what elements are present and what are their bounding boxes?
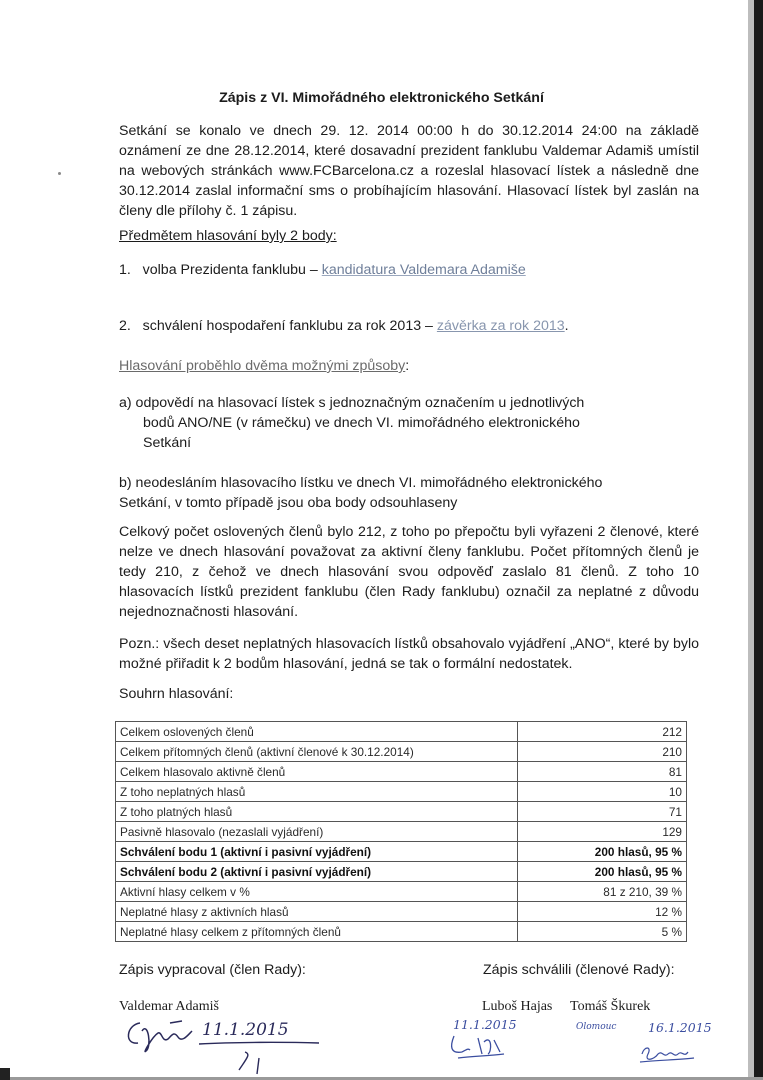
- summary-row: [116, 742, 687, 762]
- summary-row-label: Neplatné hlasy z aktivních hlasů: [116, 902, 518, 922]
- scan-speck: [58, 172, 61, 175]
- document-title: Zápis z VI. Mimořádného elektronického Setkání: [219, 90, 544, 106]
- voting-summary-table: [115, 721, 687, 942]
- approver-2-handwritten-place: Olomouc: [576, 1022, 617, 1032]
- summary-row-value: 212: [518, 722, 687, 742]
- scan-corner: [0, 1068, 10, 1080]
- summary-row-label: Schválení bodu 2 (aktivní i pasivní vyjádření): [116, 862, 518, 882]
- method-a-line: a) odpovědí na hlasovací lístek s jednoznačným označením u jednotlivých: [119, 395, 585, 411]
- method-b-line: Setkání, v tomto případě jsou oba body odsouhlaseny: [119, 495, 458, 511]
- approver-2-handwritten-date: 16.1.2015: [648, 1020, 712, 1035]
- summary-row: [116, 782, 687, 802]
- approver-1-handwritten-date: 11.1.2015: [453, 1017, 517, 1032]
- method-b: [119, 473, 699, 513]
- summary-row-value: 200 hlasů, 95 %: [518, 862, 687, 882]
- summary-row-value: 81: [518, 762, 687, 782]
- agenda-item-text: schválení hospodaření fanklubu za rok 2013 –: [142, 318, 433, 334]
- summary-row-value: 10: [518, 782, 687, 802]
- summary-row-label: Celkem hlasovalo aktivně členů: [116, 762, 518, 782]
- financial-statement-link[interactable]: závěrka za rok 2013: [436, 318, 565, 334]
- summary-row-label: Z toho neplatných hlasů: [116, 782, 518, 802]
- summary-row-label: Schválení bodu 1 (aktivní i pasivní vyjádření): [116, 842, 518, 862]
- agenda-item-text: volba Prezidenta fanklubu –: [142, 262, 318, 278]
- agenda-item-1: [119, 262, 526, 278]
- method-a: [119, 393, 699, 453]
- agenda-item-number: 2.: [119, 318, 131, 334]
- approver-1-signature: [448, 1032, 510, 1062]
- summary-row-value: 210: [518, 742, 687, 762]
- scan-edge-border: [754, 0, 763, 1080]
- method-a-line: Setkání: [143, 435, 192, 451]
- approver-name-1: Luboš Hajas: [482, 999, 553, 1014]
- summary-row-label: Pasivně hlasovalo (nezaslali vyjádření): [116, 822, 518, 842]
- summary-row-value: 81 z 210, 39 %: [518, 882, 687, 902]
- summary-row-value: 129: [518, 822, 687, 842]
- candidacy-link[interactable]: kandidatura Valdemara Adamiše: [321, 262, 526, 278]
- summary-row: [116, 762, 687, 782]
- approver-name-2: Tomáš Škurek: [570, 999, 651, 1014]
- summary-row: [116, 922, 687, 942]
- approvers-label: Zápis schválili (členové Rady):: [483, 962, 675, 978]
- summary-row-label: Z toho platných hlasů: [116, 802, 518, 822]
- agenda-item-suffix: .: [564, 318, 569, 334]
- summary-heading: Souhrn hlasování:: [119, 686, 234, 702]
- summary-row-value: 5 %: [518, 922, 687, 942]
- agenda-item-2: [119, 318, 569, 334]
- author-name: Valdemar Adamiš: [119, 999, 219, 1014]
- method-a-line: bodů ANO/NE (v rámečku) ve dnech VI. mimořádného elektronického: [143, 415, 580, 431]
- note-paragraph: Pozn.: všech deset neplatných hlasovacích lístků obsahovalo vyjádření „ANO“, které by bylo možné přiřadit k 2 bodům hlasování, jedná se tak o formální nedostatek.: [119, 636, 699, 672]
- agenda-item-number: 1.: [119, 262, 131, 278]
- summary-row: [116, 822, 687, 842]
- methods-heading-line: [119, 358, 409, 374]
- summary-row: [116, 902, 687, 922]
- summary-row-value: 12 %: [518, 902, 687, 922]
- method-b-line: b) neodesláním hlasovacího lístku ve dnech VI. mimořádného elektronického: [119, 475, 603, 491]
- methods-heading: Hlasování proběhlo dvěma možnými způsoby: [119, 358, 406, 374]
- summary-row-label: Neplatné hlasy celkem z přítomných členů: [116, 922, 518, 942]
- methods-heading-suffix: :: [405, 358, 410, 374]
- approver-2-signature: [638, 1042, 698, 1066]
- summary-row: [116, 802, 687, 822]
- summary-row: [116, 862, 687, 882]
- summary-row-value: 71: [518, 802, 687, 822]
- author-signature-underline: [195, 1040, 325, 1076]
- subject-heading: Předmětem hlasování byly 2 body:: [119, 228, 337, 244]
- summary-row: [116, 722, 687, 742]
- summary-row: [116, 842, 687, 862]
- summary-row-label: Aktivní hlasy celkem v %: [116, 882, 518, 902]
- summary-row: [116, 882, 687, 902]
- author-label: Zápis vypracoval (člen Rady):: [119, 962, 306, 978]
- summary-row-label: Celkem přítomných členů (aktivní členové k 30.12.2014): [116, 742, 518, 762]
- intro-paragraph: Setkání se konalo ve dnech 29. 12. 2014 00:00 h do 30.12.2014 24:00 na základě oznámení ze dne 28.12.2014, které dosavadní prezident fanklubu Valdemar Adamiš umístil na webových stránkách www.FCBarcelona.cz a rozeslal hlasovací lístek a následně dne 30.12.2014 zaslal informační sms o probíhajícím hlasování. Hlasovací lístek byl zaslán na členy dle přílohy č. 1 zápisu.: [119, 123, 699, 219]
- summary-row-label: Celkem oslovených členů: [116, 722, 518, 742]
- author-handwritten-date: 11.1.2015: [202, 1020, 289, 1040]
- summary-row-value: 200 hlasů, 95 %: [518, 842, 687, 862]
- author-signature: [118, 1017, 198, 1061]
- member-count-paragraph: Celkový počet oslovených členů bylo 212, z toho po přepočtu byli vyřazeni 2 členové, které nelze ve dnech hlasování považovat za aktivní členy fanklubu. Počet přítomných členů je tedy 210, z čehož ve dnech hlasování svou odpověď zaslalo 81 členů. Z toho 10 hlasovacích lístků prezident fanklubu (člen Rady fanklubu) označil za neplatné z důvodu nejednoznačnosti hlasování.: [119, 524, 699, 620]
